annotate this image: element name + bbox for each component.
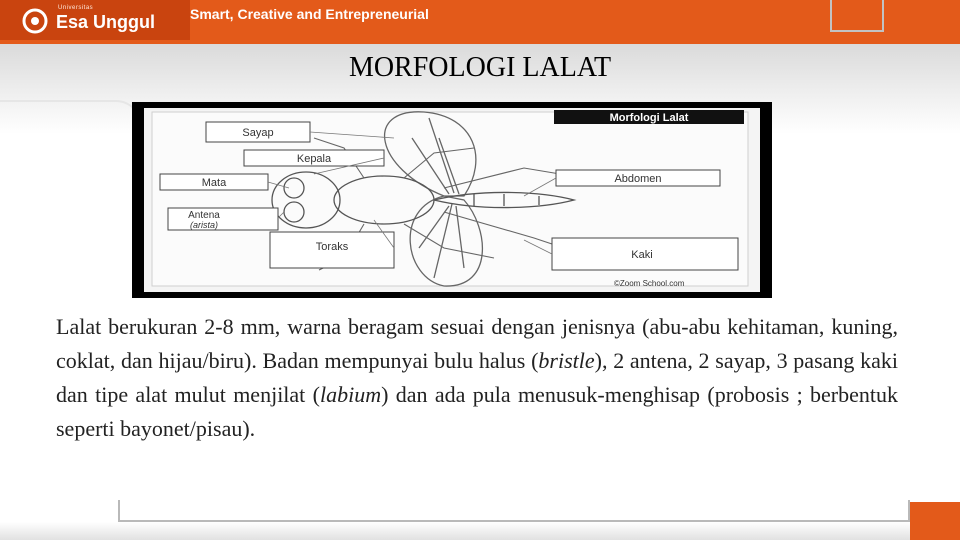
paragraph-text-1: Lalat berukuran 2-8 mm, warna beragam sesuai dengan jenisnya (abu-abu kehitaman, kuning, coklat, dan hijau/biru). Badan mempunyai bulu halus ( [56, 314, 898, 373]
label-antena-sub: (arista) [189, 220, 219, 230]
paragraph-text-2: ), 2 antena, 2 sayap, 3 pasang kaki dan tipe alat mulut menjilat ( [56, 348, 898, 407]
fly-morphology-diagram [132, 102, 772, 298]
paragraph-text-3: ) dan ada pula menusuk-menghisap (probosis ; berbentuk seperti bayonet/pisau). [56, 382, 899, 441]
label-kaki: Kaki [631, 249, 653, 261]
diagram-credit: ©Zoom School.com [614, 279, 685, 288]
slide-title: MORFOLOGI LALAT [348, 52, 612, 83]
header-decoration [830, 0, 884, 32]
logo-subtext: Universitas [58, 5, 94, 11]
label-sayap: Sayap [242, 127, 274, 139]
description-paragraph [56, 310, 898, 446]
university-logo-icon [22, 8, 48, 34]
label-toraks: Toraks [315, 241, 349, 253]
background-decoration-line [0, 100, 142, 242]
label-kepala: Kepala [296, 153, 332, 165]
logo-text: Esa Unggul [56, 12, 156, 32]
footer-accent [910, 502, 960, 540]
diagram-banner: Morfologi Lalat [609, 112, 689, 124]
diagram-image [144, 108, 760, 292]
footer-gradient [0, 522, 910, 540]
term-bristle: bristle [538, 348, 595, 373]
tagline: Smart, Creative and Entrepreneurial [190, 6, 429, 22]
term-labium: labium [319, 382, 382, 407]
label-abdomen: Abdomen [614, 173, 662, 185]
footer-decoration-line [118, 500, 910, 522]
label-antena: Antena [188, 210, 220, 221]
label-mata: Mata [201, 177, 227, 189]
header-bar [0, 0, 960, 44]
